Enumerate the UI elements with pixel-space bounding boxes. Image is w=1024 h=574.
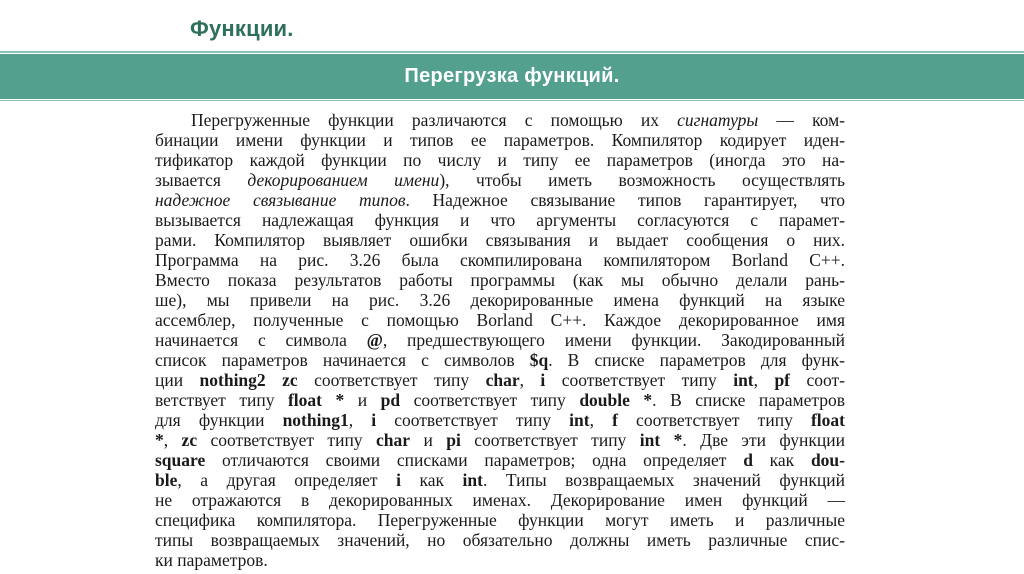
- text-run: список параметров начинается с символов: [155, 350, 530, 370]
- code-term: int *: [639, 430, 683, 450]
- text-run: Вместо показа результатов работы программы (как мы обычно делали рань-: [155, 270, 845, 290]
- text-run: ,: [753, 370, 775, 390]
- text-run: ,: [519, 370, 541, 390]
- code-term: ble: [155, 470, 178, 490]
- text-line: [155, 190, 845, 210]
- text-run: . В списке параметров: [652, 390, 845, 410]
- text-line: [155, 330, 845, 350]
- text-run: . В списке параметров для функ-: [548, 350, 845, 370]
- text-run: Программа на рис. 3.26 была скомпилирована компилятором Borland C++.: [155, 250, 845, 270]
- code-term: i: [371, 410, 377, 430]
- italic-term: надежное связывание типов: [155, 190, 406, 210]
- text-line: [155, 110, 845, 130]
- text-run: соответствует типу: [545, 370, 734, 390]
- code-term: @: [366, 330, 383, 350]
- text-run: . Надежное связывание типов гарантирует, что: [405, 190, 845, 210]
- code-term: dou-: [810, 450, 845, 470]
- text-run: специфика компилятора. Перегруженные функции могут иметь и различные: [155, 510, 845, 530]
- text-run: как: [752, 450, 811, 470]
- code-term: pi: [446, 430, 461, 450]
- code-term: $q: [529, 350, 549, 370]
- text-run: и: [410, 430, 447, 450]
- code-term: int: [733, 370, 754, 390]
- text-line: [155, 430, 845, 450]
- text-line: [155, 270, 845, 290]
- text-run: ,: [589, 410, 613, 430]
- text-run: Перегруженные функции различаются с помощью их: [191, 110, 678, 130]
- text-run: как: [400, 470, 463, 490]
- text-run: соответствует типу: [400, 390, 580, 410]
- text-run: — ком-: [758, 110, 846, 130]
- text-line: [155, 490, 845, 510]
- code-term: pd: [380, 390, 401, 410]
- text-line: [155, 210, 845, 230]
- text-run: для функции: [155, 410, 283, 430]
- text-run: . Две эти функции: [682, 430, 845, 450]
- code-term: nothing1: [282, 410, 349, 430]
- text-run: , предшествующего имени функции. Закодированный: [382, 330, 845, 350]
- text-run: бинации имени функции и типов ее параметров. Компилятор кодирует иден-: [155, 130, 845, 150]
- text-line: [155, 550, 845, 570]
- code-term: f: [612, 410, 618, 430]
- text-run: соответствует типу: [297, 370, 486, 390]
- text-run: соответствует типу: [376, 410, 570, 430]
- text-run: не отражаются в декорированных именах. Декорирование имен функций —: [155, 490, 845, 510]
- text-run: соот-: [790, 370, 845, 390]
- code-term: char: [375, 430, 411, 450]
- header-divider: [0, 51, 1024, 53]
- text-run: ассемблер, полученные с помощью Borland C++. Каждое декорированное имя: [155, 310, 845, 330]
- code-term: zc: [181, 430, 198, 450]
- text-line: [155, 450, 845, 470]
- text-line: [155, 130, 845, 150]
- code-term: nothing2 zc: [199, 370, 298, 390]
- text-run: соответствует типу: [460, 430, 640, 450]
- italic-term: декорированием имени: [247, 170, 440, 190]
- text-line: [155, 310, 845, 330]
- code-term: float *: [287, 390, 345, 410]
- text-line: [155, 390, 845, 410]
- text-run: зывается: [155, 170, 248, 190]
- text-line: [155, 350, 845, 370]
- code-term: *: [155, 430, 164, 450]
- text-run: ,: [163, 430, 182, 450]
- text-run: ,: [348, 410, 372, 430]
- code-term: pf: [774, 370, 791, 390]
- code-term: square: [155, 450, 206, 470]
- text-line: [155, 370, 845, 390]
- text-run: начинается с символа: [155, 330, 367, 350]
- code-term: char: [485, 370, 520, 390]
- code-term: float: [810, 410, 845, 430]
- text-run: ции: [155, 370, 200, 390]
- section-title: Функции.: [190, 16, 294, 41]
- text-line: [155, 230, 845, 250]
- text-line: [155, 250, 845, 270]
- text-run: типы возвращаемых значений, но обязательно должны иметь различные спис-: [155, 530, 845, 550]
- text-run: и: [344, 390, 381, 410]
- text-run: ветствует типу: [155, 390, 288, 410]
- text-run: ), чтобы иметь возможность осуществлять: [439, 170, 845, 190]
- code-term: i: [540, 370, 546, 390]
- code-term: double *: [579, 390, 653, 410]
- text-run: ки параметров.: [155, 550, 268, 570]
- text-line: [155, 150, 845, 170]
- text-run: соответствует типу: [617, 410, 811, 430]
- text-run: соответствует типу: [197, 430, 376, 450]
- text-line: [155, 470, 845, 490]
- text-line: [155, 290, 845, 310]
- text-run: вызывается надлежащая функция и что аргументы согласуются с парамет-: [155, 210, 845, 230]
- slide-title: Перегрузка функций.: [404, 65, 620, 87]
- italic-term: сигнатуры: [677, 110, 759, 130]
- slide-banner: [0, 54, 1024, 99]
- code-term: int: [462, 470, 483, 490]
- text-line: [155, 530, 845, 550]
- text-line: [155, 410, 845, 430]
- body-paragraph: [155, 110, 845, 570]
- text-run: , а другая определяет: [177, 470, 397, 490]
- text-run: рами. Компилятор выявляет ошибки связывания и выдает сообщения о них.: [155, 230, 845, 250]
- code-term: int: [569, 410, 590, 430]
- text-line: [155, 170, 845, 190]
- text-run: тификатор каждой функции по числу и типу ее параметров (иногда это на-: [155, 150, 845, 170]
- text-run: . Типы возвращаемых значений функций: [482, 470, 846, 490]
- text-run: ше), мы привели на рис. 3.26 декорированные имена функций на языке: [155, 290, 845, 310]
- text-run: отличаются своими списками параметров; одна определяет: [205, 450, 744, 470]
- banner-divider: [0, 100, 1024, 101]
- text-line: [155, 510, 845, 530]
- code-term: i: [396, 470, 401, 490]
- code-term: d: [743, 450, 753, 470]
